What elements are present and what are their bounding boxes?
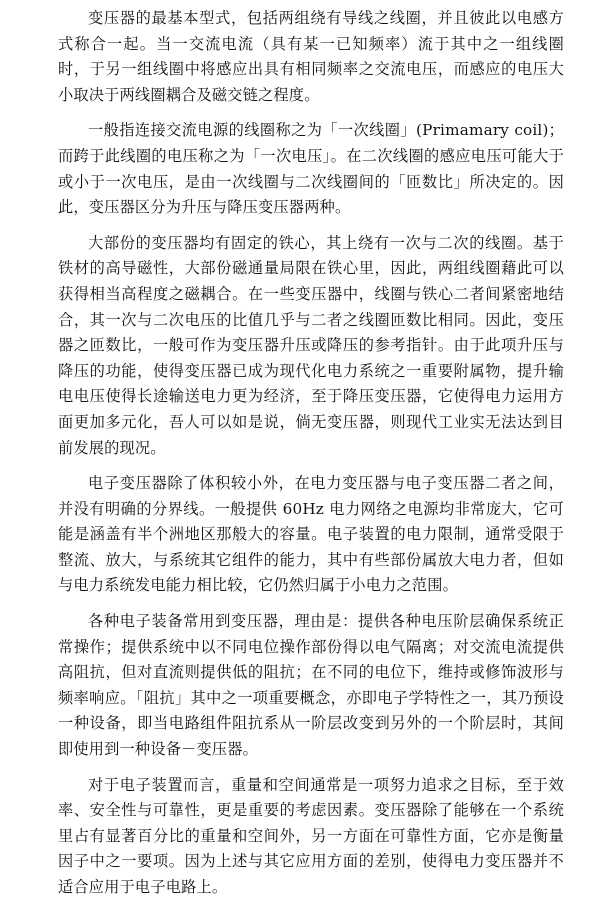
paragraph-5: 各种电子装备常用到变压器，理由是：提供各种电压阶层确保系统正常操作；提供系统中以不同电位操作部份得以电气隔离；对交流电流提供高阻抗，但对直流则提供低的阻抗；在不同的电位下，维持或修饰波形与频率响应。「阻抗」其中之一项重要概念，亦即电子学特性之一，其乃预设一种设备，即当电路组件阻抗系从一阶层改变到另外的一个阶层时，其间即使用到一种设备－变压器。 [58,612,564,759]
paragraph-4: 电子变压器除了体积较小外，在电力变压器与电子变压器二者之间，并没有明确的分界线。一般提供 60Hz 电力网络之电源均非常庞大，它可能是涵盖有半个洲地区那般大的容量。电子装置的电力限制，通常受限于整流、放大，与系统其它组件的能力，其中有些部份属放大电力者，但如与电力系统发电能力相比较，它仍然归属于小电力之范围。 [58,474,564,595]
paragraph-6: 对于电子装置而言，重量和空间通常是一项努力追求之目标，至于效率、安全性与可靠性，更是重要的考虑因素。变压器除了能够在一个系统里占有显著百分比的重量和空间外，另一方面在可靠性方面，它亦是衡量因子中之一要项。因为上述与其它应用方面的差别，使得电力变压器并不适合应用于电子电路上。 [58,775,564,896]
paragraph-1: 变压器的最基本型式，包括两组绕有导线之线圈，并且彼此以电感方式称合一起。当一交流电流（具有某一已知频率）流于其中之一组线圈时，于另一组线圈中将感应出具有相同频率之交流电压，而感应的电压大小取决于两线圈耦合及磁交链之程度。 [58,9,564,104]
paragraph-2: 一般指连接交流电源的线圈称之为「一次线圈」(Primamary coil)；而跨于此线圈的电压称之为「一次电压」。在二次线圈的感应电压可能大于或小于一次电压，是由一次线圈与二次线圈间的「匝数比」所决定的。因此，变压器区分为升压与降压变压器两种。 [58,121,564,217]
paragraph-3: 大部份的变压器均有固定的铁心，其上绕有一次与二次的线圈。基于铁材的高导磁性，大部份磁通量局限在铁心里，因此，两组线圈藉此可以获得相当高程度之磁耦合。在一些变压器中，线圈与铁心二者间紧密地结合，其一次与二次电压的比值几乎与二者之线圈匝数比相同。因此，变压器之匝数比，一般可作为变压器升压或降压的参考指针。由于此项升压与降压的功能，使得变压器已成为现代化电力系统之一重要附属物，提升输电电压使得长途输送电力更为经济，至于降压变压器，它使得电力运用方面更加多元化，吾人可以如是说，倘无变压器，则现代工业实无法达到目前发展的现况。 [58,233,564,457]
